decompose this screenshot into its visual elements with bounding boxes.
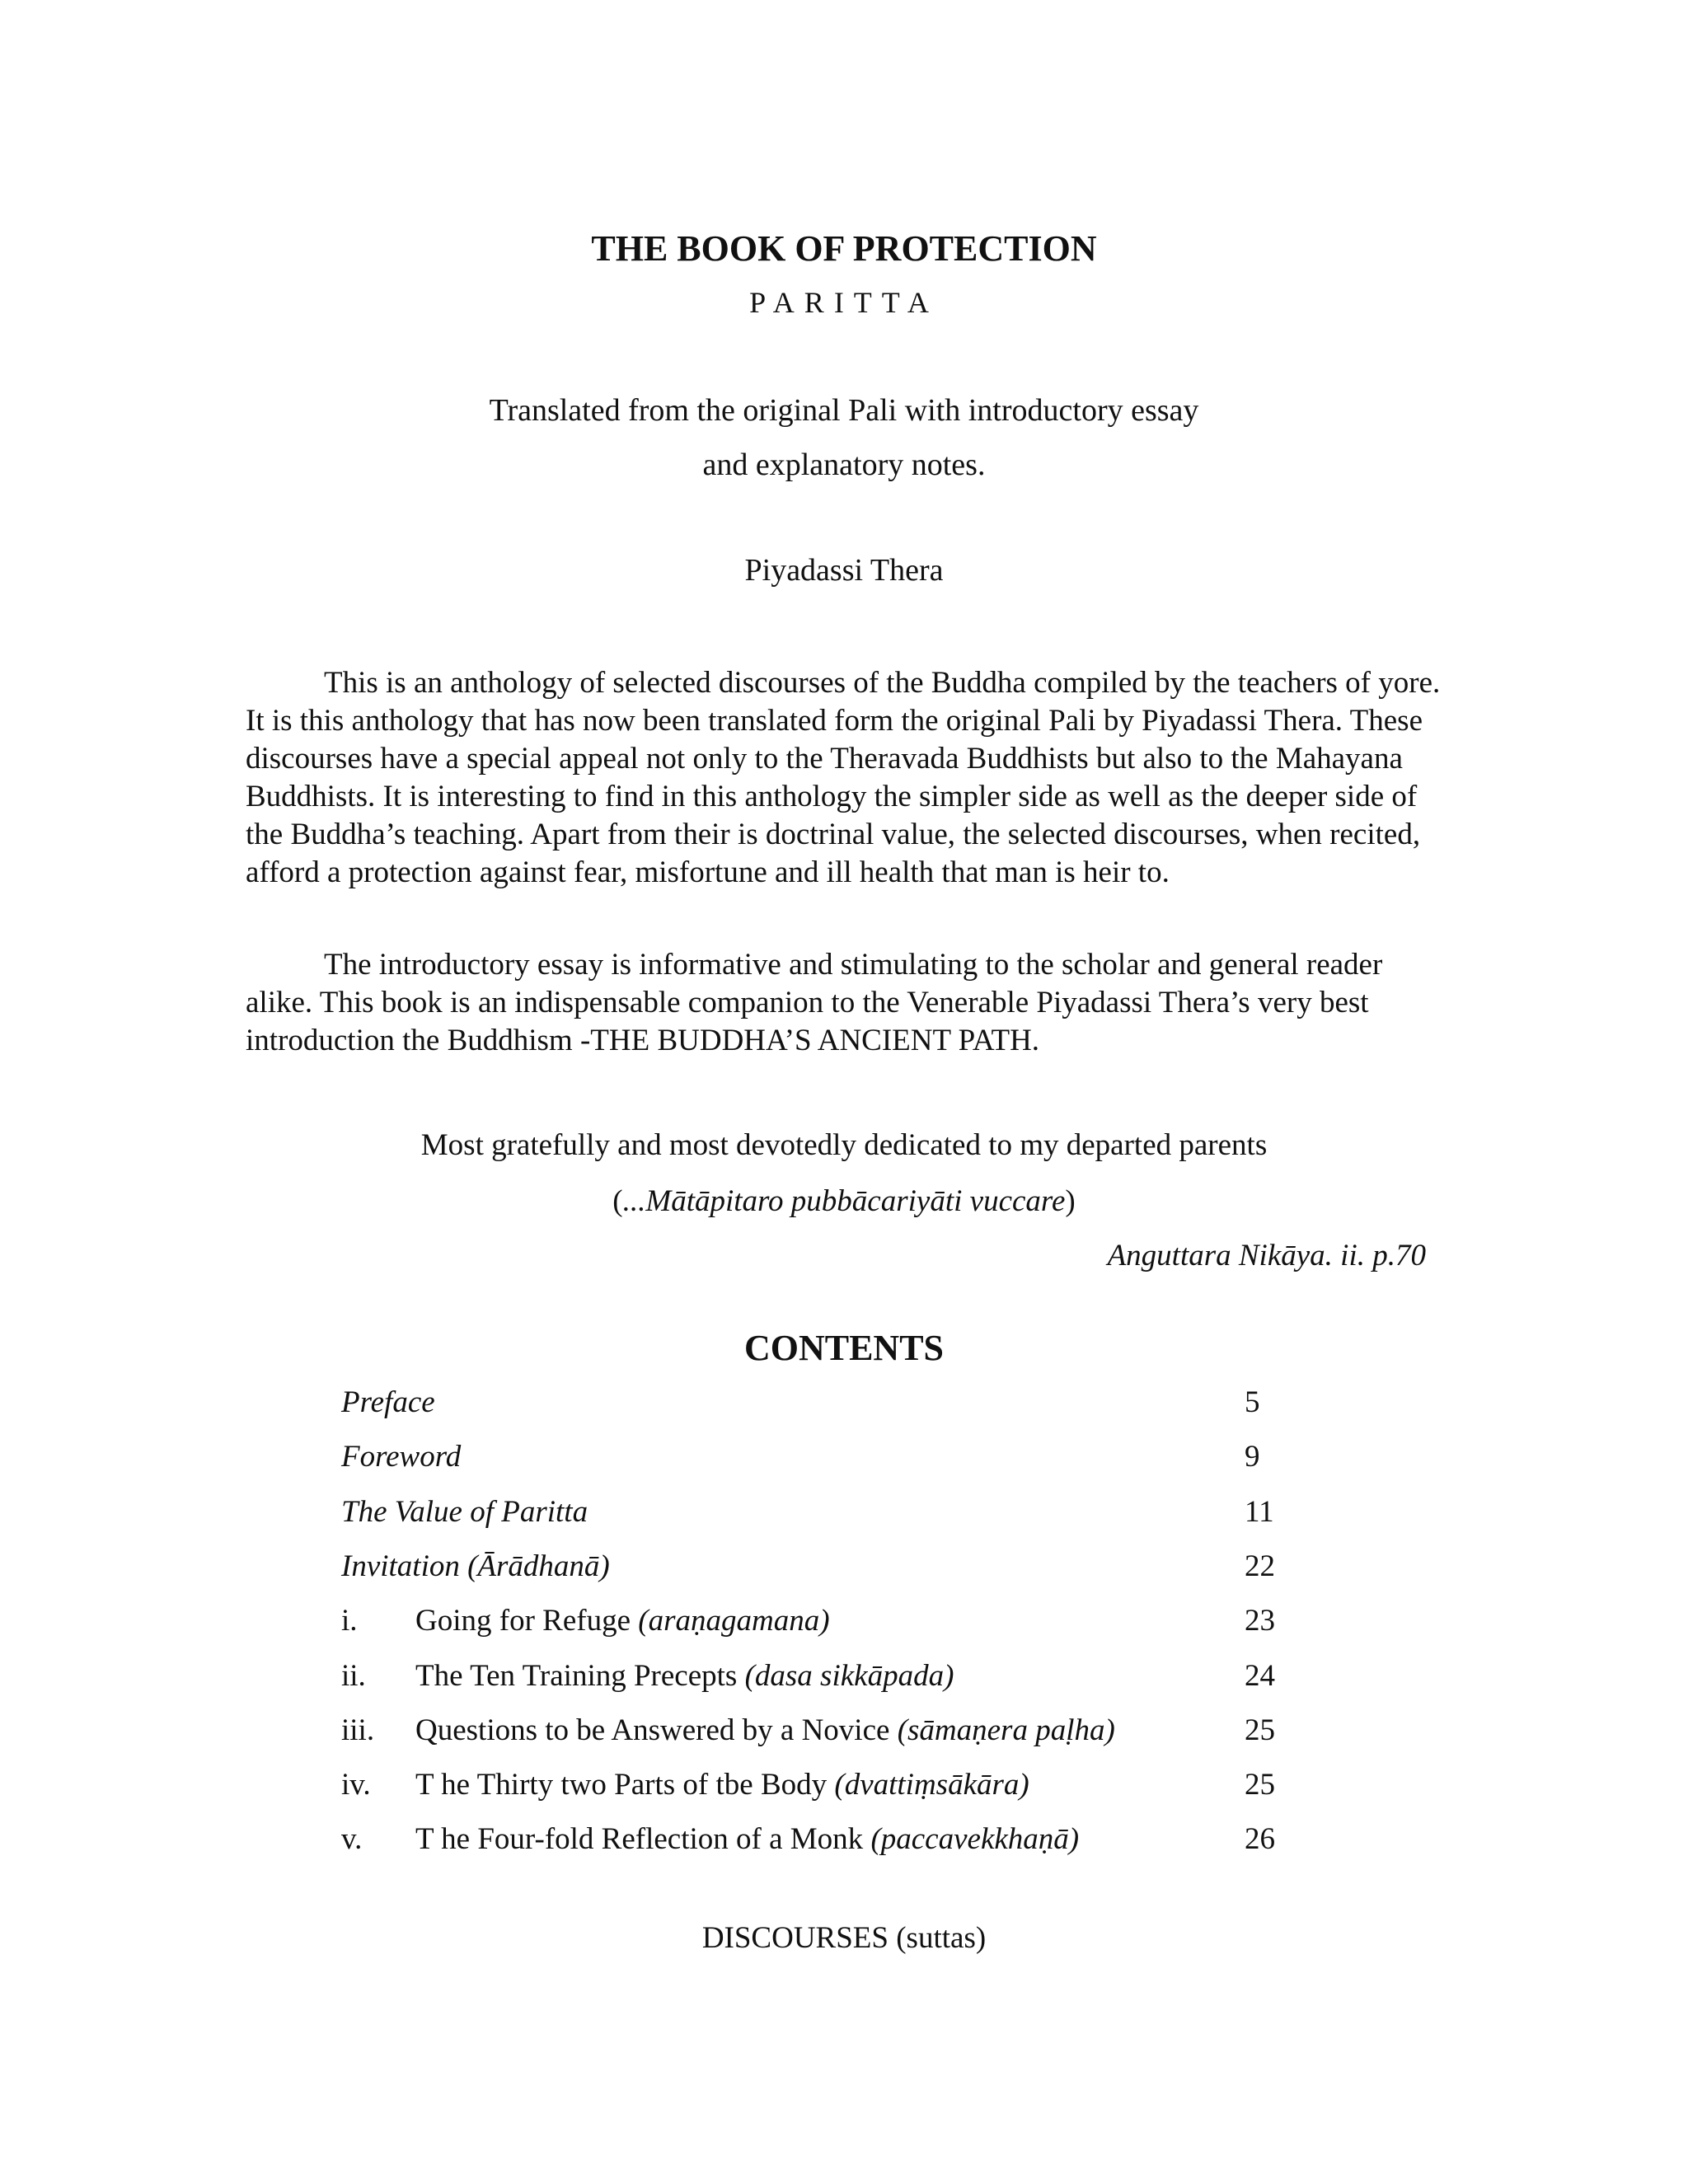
- book-subtitle: PARITTA: [749, 286, 939, 319]
- toc-entry-title: [415, 1713, 1115, 1748]
- toc-entry-title-text: T he Four-fold Reflection of a Monk: [415, 1822, 871, 1856]
- toc-entry-title: [341, 1439, 461, 1474]
- pali-quote: ...Mātāpitaro pubbācariyāti vuccare: [622, 1184, 1066, 1218]
- toc-entry-pali-term: (paccavekkhaṇā): [870, 1822, 1080, 1856]
- toc-entry-title: [415, 1603, 830, 1638]
- toc-entry-title: [415, 1821, 1079, 1857]
- toc-entry-page-number: 25: [1245, 1768, 1275, 1802]
- toc-entry-title-text: Foreword: [341, 1440, 462, 1474]
- toc-entry-page-number: 11: [1245, 1495, 1274, 1529]
- toc-entry-title-text: The Value of Paritta: [341, 1495, 588, 1529]
- toc-entry-title: [415, 1658, 954, 1694]
- toc-entry-page-number: 5: [1245, 1385, 1260, 1419]
- toc-entry-title: [341, 1494, 588, 1530]
- toc-entry-title-text: Questions to be Answered by a Novice: [415, 1713, 898, 1747]
- author-name: Piyadassi Thera: [744, 553, 944, 588]
- toc-row: [341, 1658, 1297, 1704]
- toc-entry-number: v.: [341, 1822, 363, 1856]
- translation-note-line1: Translated from the original Pali with introductory essay: [489, 393, 1199, 428]
- dedication-citation: Anguttara Nikāya. ii. p.70: [1107, 1239, 1426, 1272]
- quote-close-paren: ): [1065, 1184, 1076, 1218]
- toc-entry-title-text: Preface: [341, 1385, 435, 1419]
- toc-row: [341, 1767, 1297, 1813]
- toc-entry-number: i.: [341, 1604, 358, 1638]
- toc-entry-pali-term: (dasa sikkāpada): [744, 1659, 954, 1693]
- toc-row: [341, 1494, 1297, 1540]
- toc-row: [341, 1713, 1297, 1759]
- intro-paragraph-1: This is an anthology of selected discourses of the Buddha compiled by the teachers of yore. It is this anthology that has now been translated form the original Pali by Piyadassi Thera. These discourses have a special appeal not only to the Theravada Buddhists but also to the Mahayana Buddhists. It is interesting to find in this anthology the simpler side as well as the deeper side of the Buddha’s teaching. Apart from their is doctrinal value, the selected discourses, when recited, afford a protection against fear, misfortune and ill health that man is heir to.: [246, 666, 1441, 889]
- toc-entry-pali-term: (araṇagamana): [638, 1604, 830, 1638]
- translation-note-line2: and explanatory notes.: [702, 448, 986, 482]
- toc-entry-page-number: 25: [1245, 1713, 1275, 1747]
- intro-paragraph-2: The introductory essay is informative and stimulating to the scholar and general reader alike. This book is an indispensable companion to the Venerable Piyadassi Thera’s very best introduction the Buddhism -THE BUDDHA’S ANCIENT PATH.: [246, 948, 1383, 1057]
- toc-entry-number: iii.: [341, 1713, 375, 1747]
- toc-entry-page-number: 24: [1245, 1659, 1275, 1693]
- toc-row: [341, 1385, 1297, 1431]
- book-title: THE BOOK OF PROTECTION: [591, 228, 1097, 269]
- toc-entry-page-number: 23: [1245, 1604, 1275, 1638]
- toc-row: [341, 1439, 1297, 1485]
- toc-row: [341, 1603, 1297, 1649]
- toc-entry-pali-term: (sāmaṇera paḷha): [897, 1713, 1115, 1747]
- dedication-quote: [0, 1183, 1688, 1219]
- discourses-heading: DISCOURSES (suttas): [701, 1921, 987, 1955]
- toc-entry-title-text: T he Thirty two Parts of tbe Body: [415, 1768, 835, 1802]
- toc-entry-title: [341, 1549, 610, 1584]
- toc-entry-title-text: Going for Refuge: [415, 1604, 639, 1638]
- toc-entry-pali-term: (dvattiṃsākāra): [834, 1768, 1029, 1802]
- contents-heading: CONTENTS: [743, 1328, 945, 1368]
- toc-row: [341, 1549, 1297, 1595]
- toc-entry-title-text: Invitation (Ārādhanā): [341, 1549, 610, 1583]
- toc-entry-page-number: 26: [1245, 1822, 1275, 1856]
- toc-entry-title: [341, 1385, 435, 1420]
- toc-entry-page-number: 9: [1245, 1440, 1260, 1474]
- dedication-line: Most gratefully and most devotedly dedicated to my departed parents: [420, 1128, 1268, 1162]
- quote-open-paren: (: [612, 1184, 623, 1218]
- toc-entry-title-text: The Ten Training Precepts: [415, 1659, 745, 1693]
- toc-entry-number: iv.: [341, 1768, 371, 1802]
- toc-row: [341, 1821, 1297, 1868]
- toc-entry-page-number: 22: [1245, 1549, 1275, 1583]
- toc-entry-title: [415, 1767, 1029, 1802]
- toc-entry-number: ii.: [341, 1659, 366, 1693]
